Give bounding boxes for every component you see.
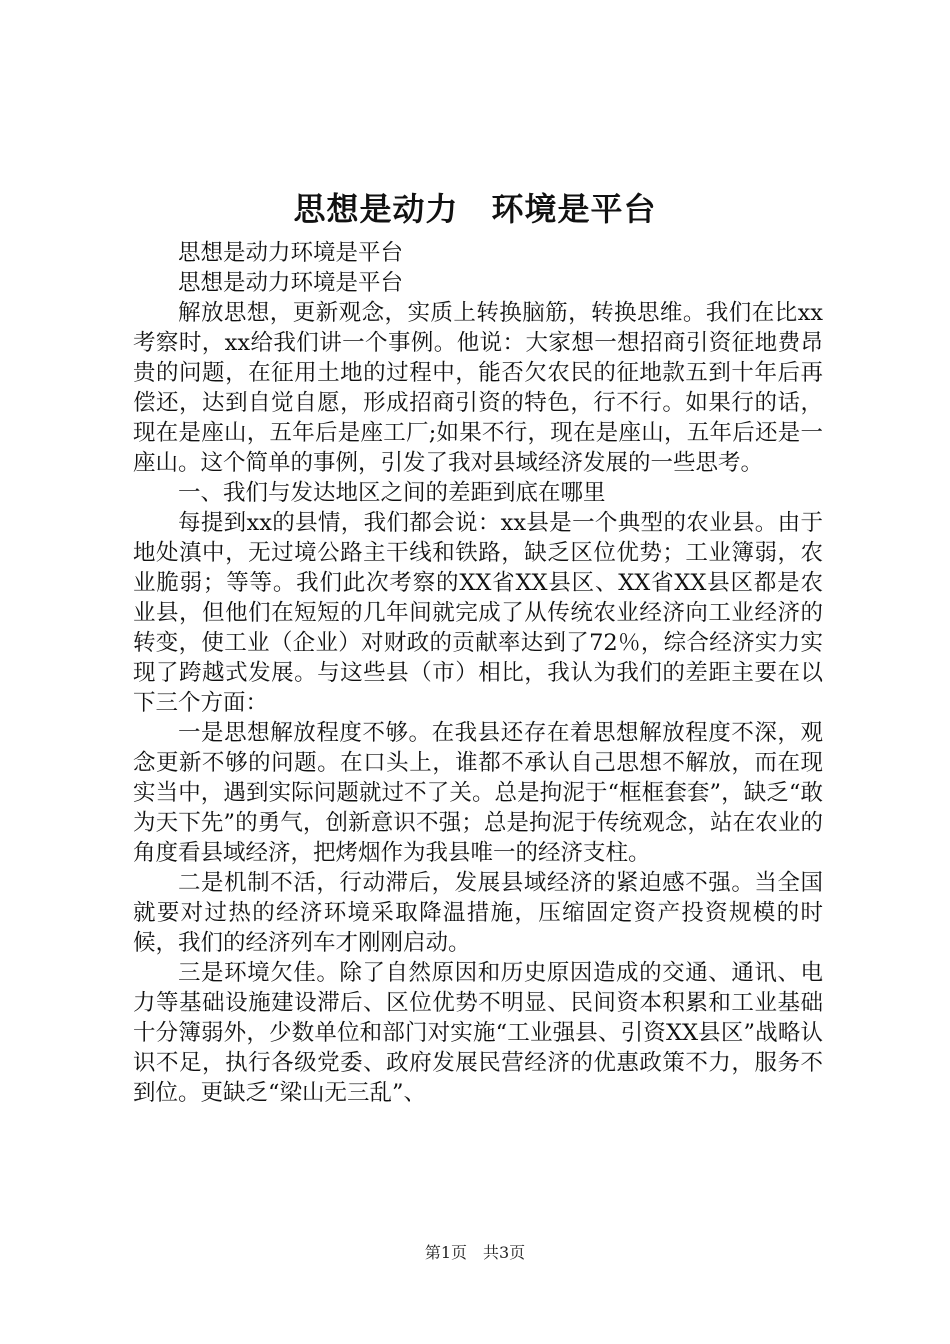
paragraph-intro: 解放思想，更新观念，实质上转换脑筋，转换思维。我们在比xx考察时，xx给我们讲一个事例。他说：大家想一想招商引资征地费昂贵的问题，在征用土地的过程中，能否欠农民的征地款五到十年后再偿还，达到自觉自愿，形成招商引资的特色，行不行。如果行的话，现在是座山，五年后是座工厂;如果不行，现在是座山，五年后还是一座山。这个简单的事例，引发了我对县域经济发展的一些思考。	[133, 300, 823, 476]
document-title: 思想是动力 环境是平台	[293, 190, 657, 228]
paragraph-county-situation: 每提到xx的县情，我们都会说：xx县是一个典型的农业县。由于地处滇中，无过境公路主干线和铁路，缺乏区位优势；工业簿弱，农业脆弱；等等。我们此次考察的XX省XX县区、XX省XX县区都是农业县，但他们在短短的几年间就完成了从传统农业经济向工业经济的转变，使工业（企业）对财政的贡献率达到了72％，综合经济实力实现了跨越式发展。与这些县（市）相比，我认为我们的差距主要在以下三个方面：	[133, 510, 823, 716]
document-body	[133, 238, 823, 1108]
paragraph-point-one: 一是思想解放程度不够。在我县还存在着思想解放程度不深，观念更新不够的问题。在口头上，谁都不承认自己思想不解放，而在现实当中，遇到实际问题就过不了关。总是拘泥于“框框套套”，缺乏“敢为天下先”的勇气，创新意识不强；总是拘泥于传统观念，站在农业的角度看县域经济，把烤烟作为我县唯一的经济支柱。	[133, 720, 823, 866]
section-heading: 一、我们与发达地区之间的差距到底在哪里	[178, 480, 606, 506]
paragraph-subtitle-1: 思想是动力环境是平台	[178, 240, 404, 266]
paragraph-subtitle-2: 思想是动力环境是平台	[178, 270, 404, 296]
page-number-footer: 第1页 共3页	[424, 1243, 526, 1262]
paragraph-point-two: 二是机制不活，行动滞后，发展县域经济的紧迫感不强。当全国就要对过热的经济环境采取降温措施，压缩固定资产投资规模的时候，我们的经济列车才刚刚启动。	[133, 870, 823, 956]
paragraph-point-three: 三是环境欠佳。除了自然原因和历史原因造成的交通、通讯、电力等基础设施建设滞后、区位优势不明显、民间资本积累和工业基础十分簿弱外，少数单位和部门对实施“工业强县、引资XX县区”战略认识不足，执行各级党委、政府发展民营经济的优惠政策不力，服务不到位。更缺乏“梁山无三乱”、	[133, 960, 823, 1106]
